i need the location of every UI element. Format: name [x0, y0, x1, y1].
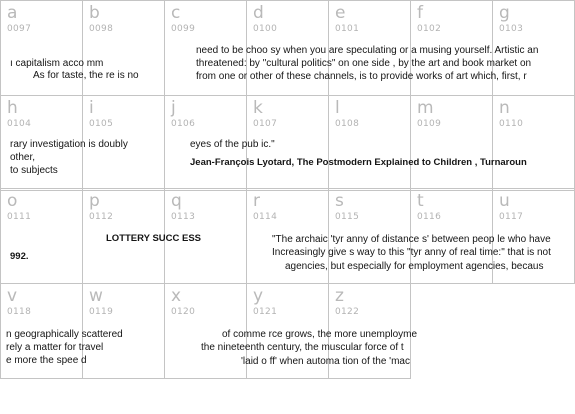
- cell-letter: j: [171, 98, 176, 118]
- cell-code: 0121: [253, 307, 278, 317]
- cell-code: 0111: [7, 212, 32, 222]
- cell-letter: w: [89, 286, 103, 306]
- cell-letter: z: [335, 286, 344, 306]
- text-fragment: n geographically scattered: [6, 329, 123, 340]
- cell-letter: k: [253, 98, 263, 118]
- text-fragment: As for taste, the re is no: [33, 70, 139, 81]
- cell-letter: h: [7, 98, 18, 118]
- cell-code: 0101: [335, 24, 360, 34]
- cell-letter: i: [89, 98, 94, 118]
- text-fragment: LOTTERY SUCC ESS: [106, 233, 202, 244]
- cell-letter: p: [89, 191, 100, 211]
- grid-cell-o[interactable]: [0, 188, 83, 284]
- cell-letter: a: [7, 3, 18, 23]
- text-fragment: to subjects: [10, 165, 58, 176]
- cell-code: 0112: [89, 212, 114, 222]
- text-fragment: other,: [10, 152, 36, 163]
- cell-letter: n: [499, 98, 510, 118]
- cell-letter: y: [253, 286, 264, 306]
- text-fragment: 992.: [10, 251, 29, 262]
- cell-letter: v: [7, 286, 18, 306]
- cell-code: 0114: [253, 212, 278, 222]
- text-fragment: rely a matter for travel: [6, 342, 104, 353]
- text-fragment: rary investigation is doubly: [10, 139, 128, 150]
- text-fragment: of comme rce grows, the more unemployme: [222, 329, 418, 340]
- cell-code: 0099: [171, 24, 196, 34]
- cell-code: 0100: [253, 24, 278, 34]
- cell-letter: t: [417, 191, 424, 211]
- cell-code: 0097: [7, 24, 32, 34]
- cell-letter: x: [171, 286, 182, 306]
- text-fragment: Increasingly give s way to this "tyr anny of real time:" that is not: [272, 247, 551, 258]
- cell-letter: f: [417, 3, 423, 23]
- text-fragment: the nineteenth century, the muscular force of t: [201, 342, 404, 353]
- text-fragment: need to be choo sy when you are speculating or a musing yourself. Artistic an: [196, 45, 539, 56]
- cell-letter: m: [417, 98, 434, 118]
- cell-letter: c: [171, 3, 181, 23]
- cell-code: 0102: [417, 24, 442, 34]
- text-fragment: Jean-François Lyotard, The Postmodern Explained to Children , Turnaroun: [190, 157, 527, 168]
- text-fragment: 'laid o ff' when automa tion of the 'mac: [241, 356, 410, 367]
- grid-cell-m[interactable]: [410, 95, 493, 191]
- cell-code: 0118: [7, 307, 32, 317]
- cell-letter: q: [171, 191, 182, 211]
- cell-code: 0115: [335, 212, 360, 222]
- cell-code: 0108: [335, 119, 360, 129]
- grid-cell-l[interactable]: [328, 95, 411, 191]
- cell-letter: b: [89, 3, 100, 23]
- cell-code: 0098: [89, 24, 114, 34]
- grid-cell-n[interactable]: [492, 95, 575, 191]
- text-fragment: agencies, but especially for employment agencies, becaus: [285, 261, 544, 272]
- cell-letter: e: [335, 3, 346, 23]
- cell-code: 0105: [89, 119, 114, 129]
- cell-code: 0107: [253, 119, 278, 129]
- cell-code: 0120: [171, 307, 196, 317]
- cell-letter: l: [335, 98, 340, 118]
- cell-letter: g: [499, 3, 510, 23]
- text-fragment: ı capitalism acco mm: [10, 58, 104, 69]
- text-fragment: "The archaic 'tyr anny of distance s' between peop le who have: [272, 234, 551, 245]
- text-fragment: threatened: by "cultural politics" on one side , by the art and book market on: [196, 58, 532, 69]
- cell-letter: o: [7, 191, 18, 211]
- cell-letter: u: [499, 191, 510, 211]
- cell-code: 0117: [499, 212, 524, 222]
- cell-code: 0106: [171, 119, 196, 129]
- cell-code: 0119: [89, 307, 114, 317]
- cell-letter: r: [253, 191, 260, 211]
- cell-code: 0116: [417, 212, 442, 222]
- cell-code: 0104: [7, 119, 32, 129]
- cell-code: 0113: [171, 212, 196, 222]
- cell-code: 0122: [335, 307, 360, 317]
- cell-code: 0103: [499, 24, 524, 34]
- cell-letter: s: [335, 191, 344, 211]
- text-fragment: from one or other of these channels, is to provide works of art which, first, r: [196, 71, 527, 82]
- cell-code: 0110: [499, 119, 524, 129]
- cell-letter: d: [253, 3, 264, 23]
- text-fragment: eyes of the pub ic.": [190, 139, 275, 150]
- cell-code: 0109: [417, 119, 442, 129]
- text-fragment: e more the spee d: [6, 355, 87, 366]
